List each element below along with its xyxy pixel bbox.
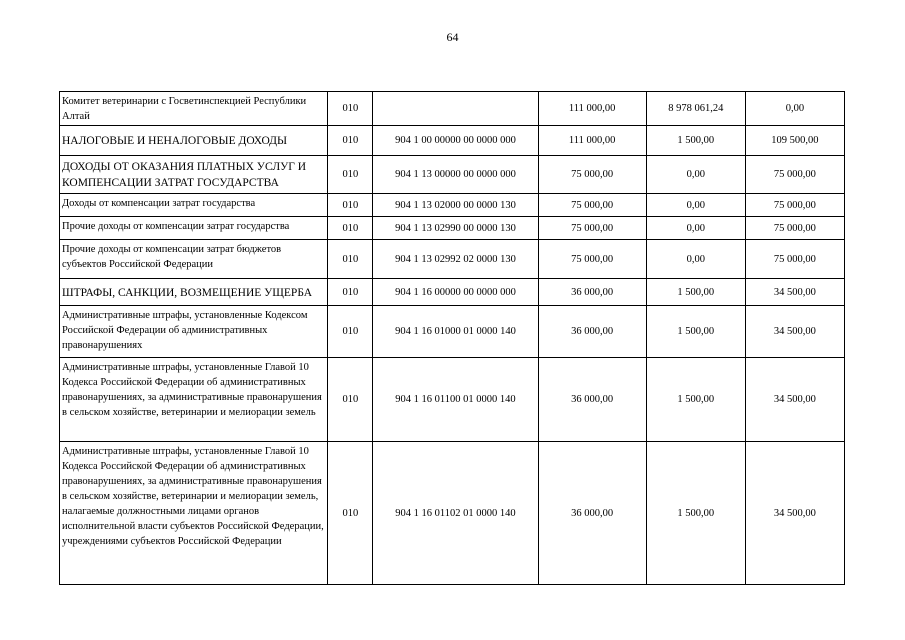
row-value-2: 1 500,00	[646, 442, 745, 585]
row-value-2: 1 500,00	[646, 306, 745, 358]
row-name: Доходы от компенсации затрат государства	[60, 194, 328, 217]
row-value-2: 0,00	[646, 240, 745, 279]
row-code: 010	[328, 279, 373, 306]
table-row	[60, 194, 845, 217]
row-name: Административные штрафы, установленные Главой 10 Кодекса Российской Федерации об административных правонарушениях, за административные правонарушения в сельском хозяйстве, ветеринарии и мелиорации земель	[60, 358, 328, 442]
row-value-3: 34 500,00	[745, 358, 844, 442]
row-code: 010	[328, 240, 373, 279]
row-value-1: 111 000,00	[538, 126, 646, 156]
row-value-1: 36 000,00	[538, 279, 646, 306]
row-value-1: 75 000,00	[538, 217, 646, 240]
row-kbk: 904 1 13 02992 02 0000 130	[373, 240, 538, 279]
row-value-2: 0,00	[646, 194, 745, 217]
revenue-table	[59, 91, 845, 585]
row-value-2: 0,00	[646, 156, 745, 194]
row-value-3: 109 500,00	[745, 126, 844, 156]
row-value-1: 75 000,00	[538, 194, 646, 217]
row-value-3: 34 500,00	[745, 306, 844, 358]
row-kbk: 904 1 16 00000 00 0000 000	[373, 279, 538, 306]
row-value-3: 75 000,00	[745, 240, 844, 279]
table-row	[60, 279, 845, 306]
row-code: 010	[328, 217, 373, 240]
row-code: 010	[328, 126, 373, 156]
row-name: Административные штрафы, установленные Кодексом Российской Федерации об административных правонарушениях	[60, 306, 328, 358]
row-code: 010	[328, 194, 373, 217]
row-kbk: 904 1 16 01100 01 0000 140	[373, 358, 538, 442]
row-kbk	[373, 92, 538, 126]
row-code: 010	[328, 442, 373, 585]
row-kbk: 904 1 13 02990 00 0000 130	[373, 217, 538, 240]
row-value-2: 8 978 061,24	[646, 92, 745, 126]
row-value-2: 1 500,00	[646, 358, 745, 442]
table-row	[60, 358, 845, 442]
row-value-1: 111 000,00	[538, 92, 646, 126]
row-value-3: 75 000,00	[745, 217, 844, 240]
row-code: 010	[328, 358, 373, 442]
table-row	[60, 442, 845, 585]
table-row	[60, 156, 845, 194]
row-kbk: 904 1 16 01000 01 0000 140	[373, 306, 538, 358]
table-row	[60, 306, 845, 358]
row-name: Административные штрафы, установленные Главой 10 Кодекса Российской Федерации об административных правонарушениях, за административные правонарушения в сельском хозяйстве, ветеринарии и мелиорации земель, налагаемые должностными лицами органов исполнительной власти субъектов Российской Федерации, учреждениями субъектов Российской Федерации	[60, 442, 328, 585]
row-value-1: 75 000,00	[538, 240, 646, 279]
row-value-3: 34 500,00	[745, 442, 844, 585]
row-name: Комитет ветеринарии с Госветинспекцией Республики Алтай	[60, 92, 328, 126]
row-name: ДОХОДЫ ОТ ОКАЗАНИЯ ПЛАТНЫХ УСЛУГ И КОМПЕНСАЦИИ ЗАТРАТ ГОСУДАРСТВА	[60, 156, 328, 194]
table-row	[60, 217, 845, 240]
row-value-2: 1 500,00	[646, 126, 745, 156]
row-name: Прочие доходы от компенсации затрат бюджетов субъектов Российской Федерации	[60, 240, 328, 279]
row-kbk: 904 1 13 02000 00 0000 130	[373, 194, 538, 217]
row-value-1: 36 000,00	[538, 358, 646, 442]
row-code: 010	[328, 306, 373, 358]
row-value-3: 0,00	[745, 92, 844, 126]
table-row	[60, 126, 845, 156]
row-name: ШТРАФЫ, САНКЦИИ, ВОЗМЕЩЕНИЕ УЩЕРБА	[60, 279, 328, 306]
row-name: Прочие доходы от компенсации затрат государства	[60, 217, 328, 240]
table-row	[60, 92, 845, 126]
row-name: НАЛОГОВЫЕ И НЕНАЛОГОВЫЕ ДОХОДЫ	[60, 126, 328, 156]
row-code: 010	[328, 156, 373, 194]
page-number: 64	[446, 30, 459, 44]
row-value-3: 75 000,00	[745, 156, 844, 194]
row-value-1: 36 000,00	[538, 306, 646, 358]
row-kbk: 904 1 00 00000 00 0000 000	[373, 126, 538, 156]
row-kbk: 904 1 16 01102 01 0000 140	[373, 442, 538, 585]
row-value-2: 1 500,00	[646, 279, 745, 306]
row-value-1: 36 000,00	[538, 442, 646, 585]
row-value-3: 75 000,00	[745, 194, 844, 217]
row-kbk: 904 1 13 00000 00 0000 000	[373, 156, 538, 194]
row-code: 010	[328, 92, 373, 126]
row-value-1: 75 000,00	[538, 156, 646, 194]
table-row	[60, 240, 845, 279]
row-value-2: 0,00	[646, 217, 745, 240]
row-value-3: 34 500,00	[745, 279, 844, 306]
